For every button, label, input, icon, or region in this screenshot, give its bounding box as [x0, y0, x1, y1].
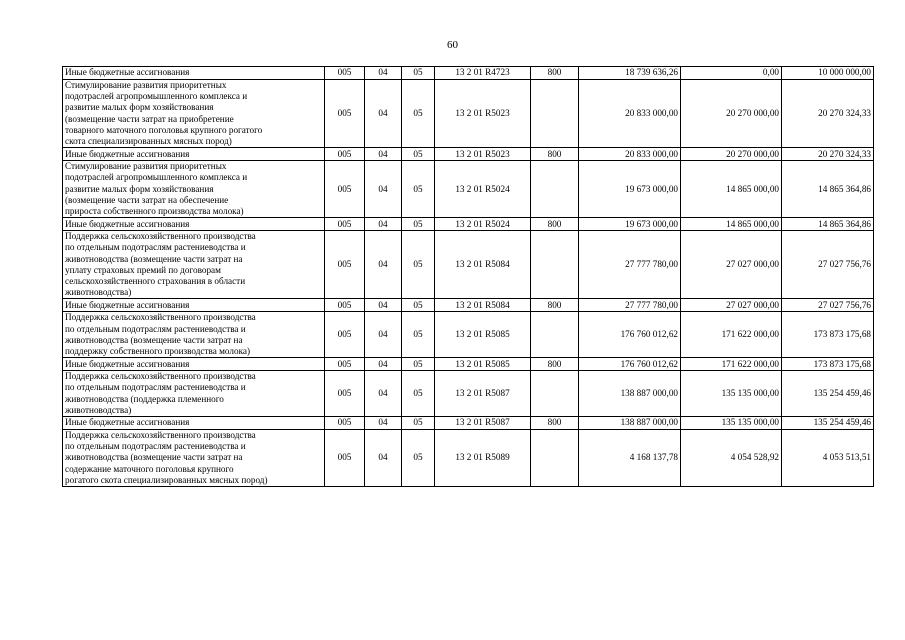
cell-expense-type [531, 371, 579, 417]
cell-amount-year3: 4 053 513,51 [782, 430, 874, 487]
cell-subsection: 05 [402, 417, 435, 430]
cell-amount-year3: 10 000 000,00 [782, 67, 874, 80]
cell-amount-year1: 20 833 000,00 [579, 80, 681, 148]
cell-section: 04 [365, 67, 402, 80]
cell-amount-year2: 135 135 000,00 [681, 417, 782, 430]
cell-ministry-code: 005 [325, 358, 365, 371]
cell-amount-year3: 27 027 756,76 [782, 299, 874, 312]
cell-expense-type: 800 [531, 358, 579, 371]
cell-target-article: 13 2 01 R5084 [435, 231, 531, 299]
cell-expense-type: 800 [531, 148, 579, 161]
cell-amount-year2: 135 135 000,00 [681, 371, 782, 417]
cell-description: Поддержка сельскохозяйственного производства по отдельным подотраслям растениеводства и животноводства (возмещение части затрат на содержание маточного поголовья крупного рогатого скота специализированных мясных пород) [63, 430, 325, 487]
cell-amount-year1: 138 887 000,00 [579, 417, 681, 430]
cell-description: Иные бюджетные ассигнования [63, 417, 325, 430]
cell-target-article: 13 2 01 R5089 [435, 430, 531, 487]
cell-amount-year2: 27 027 000,00 [681, 231, 782, 299]
cell-description: Поддержка сельскохозяйственного производства по отдельным подотраслям растениеводства и животноводства (возмещение части затрат на поддержку собственного производства молока) [63, 312, 325, 358]
cell-ministry-code: 005 [325, 161, 365, 218]
cell-ministry-code: 005 [325, 430, 365, 487]
page-number: 60 [447, 39, 458, 51]
cell-description: Поддержка сельскохозяйственного производства по отдельным подотраслям растениеводства и животноводства (возмещение части затрат на уплату страховых премий по договорам сельскохозяйственного страхования в области животноводства) [63, 231, 325, 299]
cell-target-article: 13 2 01 R5084 [435, 299, 531, 312]
budget-table [62, 66, 874, 487]
cell-description: Иные бюджетные ассигнования [63, 218, 325, 231]
cell-ministry-code: 005 [325, 67, 365, 80]
cell-section: 04 [365, 80, 402, 148]
cell-amount-year3: 20 270 324,33 [782, 148, 874, 161]
cell-subsection: 05 [402, 430, 435, 487]
cell-expense-type [531, 430, 579, 487]
cell-amount-year3: 135 254 459,46 [782, 371, 874, 417]
table-row [63, 430, 874, 487]
cell-expense-type: 800 [531, 218, 579, 231]
table-row [63, 148, 874, 161]
table-row [63, 312, 874, 358]
cell-description: Иные бюджетные ассигнования [63, 148, 325, 161]
table-row [63, 358, 874, 371]
cell-description: Стимулирование развития приоритетных подотраслей агропромышленного комплекса и развитие малых форм хозяйствования (возмещение части затрат на обеспечение прироста собственного производства молока) [63, 161, 325, 218]
cell-amount-year1: 20 833 000,00 [579, 148, 681, 161]
cell-target-article: 13 2 01 R5085 [435, 312, 531, 358]
cell-subsection: 05 [402, 161, 435, 218]
cell-subsection: 05 [402, 299, 435, 312]
cell-amount-year3: 27 027 756,76 [782, 231, 874, 299]
cell-section: 04 [365, 417, 402, 430]
cell-expense-type [531, 80, 579, 148]
cell-amount-year2: 14 865 000,00 [681, 218, 782, 231]
cell-ministry-code: 005 [325, 312, 365, 358]
cell-subsection: 05 [402, 371, 435, 417]
cell-ministry-code: 005 [325, 218, 365, 231]
cell-amount-year2: 171 622 000,00 [681, 358, 782, 371]
cell-subsection: 05 [402, 148, 435, 161]
cell-subsection: 05 [402, 80, 435, 148]
cell-section: 04 [365, 148, 402, 161]
cell-subsection: 05 [402, 231, 435, 299]
cell-ministry-code: 005 [325, 417, 365, 430]
cell-amount-year2: 171 622 000,00 [681, 312, 782, 358]
table-row [63, 299, 874, 312]
cell-subsection: 05 [402, 358, 435, 371]
cell-amount-year1: 176 760 012,62 [579, 358, 681, 371]
cell-amount-year2: 14 865 000,00 [681, 161, 782, 218]
cell-description: Иные бюджетные ассигнования [63, 299, 325, 312]
cell-amount-year3: 14 865 364,86 [782, 218, 874, 231]
cell-section: 04 [365, 218, 402, 231]
cell-section: 04 [365, 430, 402, 487]
cell-description: Поддержка сельскохозяйственного производства по отдельным подотраслям растениеводства и животноводства (поддержка племенного животноводства) [63, 371, 325, 417]
cell-amount-year3: 14 865 364,86 [782, 161, 874, 218]
cell-target-article: 13 2 01 R4723 [435, 67, 531, 80]
cell-amount-year3: 173 873 175,68 [782, 312, 874, 358]
table-row [63, 417, 874, 430]
cell-subsection: 05 [402, 312, 435, 358]
cell-amount-year2: 4 054 528,92 [681, 430, 782, 487]
cell-ministry-code: 005 [325, 371, 365, 417]
cell-ministry-code: 005 [325, 231, 365, 299]
cell-expense-type: 800 [531, 299, 579, 312]
cell-target-article: 13 2 01 R5087 [435, 371, 531, 417]
cell-amount-year2: 27 027 000,00 [681, 299, 782, 312]
cell-target-article: 13 2 01 R5023 [435, 80, 531, 148]
cell-subsection: 05 [402, 218, 435, 231]
cell-target-article: 13 2 01 R5024 [435, 161, 531, 218]
cell-expense-type [531, 161, 579, 218]
cell-expense-type: 800 [531, 417, 579, 430]
cell-amount-year1: 27 777 780,00 [579, 299, 681, 312]
table-row [63, 161, 874, 218]
cell-expense-type [531, 312, 579, 358]
cell-amount-year1: 176 760 012,62 [579, 312, 681, 358]
cell-expense-type [531, 231, 579, 299]
cell-section: 04 [365, 161, 402, 218]
cell-ministry-code: 005 [325, 299, 365, 312]
table-row [63, 371, 874, 417]
cell-amount-year1: 4 168 137,78 [579, 430, 681, 487]
table-row [63, 218, 874, 231]
cell-amount-year3: 173 873 175,68 [782, 358, 874, 371]
cell-amount-year3: 20 270 324,33 [782, 80, 874, 148]
table-row [63, 231, 874, 299]
cell-section: 04 [365, 358, 402, 371]
table-row [63, 80, 874, 148]
cell-target-article: 13 2 01 R5024 [435, 218, 531, 231]
cell-expense-type: 800 [531, 67, 579, 80]
cell-section: 04 [365, 299, 402, 312]
cell-ministry-code: 005 [325, 148, 365, 161]
table-row [63, 67, 874, 80]
cell-amount-year1: 19 673 000,00 [579, 218, 681, 231]
cell-target-article: 13 2 01 R5087 [435, 417, 531, 430]
cell-subsection: 05 [402, 67, 435, 80]
cell-description: Иные бюджетные ассигнования [63, 358, 325, 371]
cell-description: Стимулирование развития приоритетных подотраслей агропромышленного комплекса и развитие малых форм хозяйствования (возмещение части затрат на приобретение товарного маточного поголовья крупного рогатого скота специализированных мясных пород) [63, 80, 325, 148]
cell-amount-year2: 20 270 000,00 [681, 80, 782, 148]
cell-amount-year1: 18 739 636,26 [579, 67, 681, 80]
cell-section: 04 [365, 371, 402, 417]
cell-ministry-code: 005 [325, 80, 365, 148]
cell-description: Иные бюджетные ассигнования [63, 67, 325, 80]
cell-amount-year1: 138 887 000,00 [579, 371, 681, 417]
cell-amount-year2: 20 270 000,00 [681, 148, 782, 161]
cell-amount-year1: 19 673 000,00 [579, 161, 681, 218]
cell-target-article: 13 2 01 R5023 [435, 148, 531, 161]
cell-amount-year1: 27 777 780,00 [579, 231, 681, 299]
cell-amount-year3: 135 254 459,46 [782, 417, 874, 430]
cell-section: 04 [365, 231, 402, 299]
cell-amount-year2: 0,00 [681, 67, 782, 80]
cell-target-article: 13 2 01 R5085 [435, 358, 531, 371]
cell-section: 04 [365, 312, 402, 358]
